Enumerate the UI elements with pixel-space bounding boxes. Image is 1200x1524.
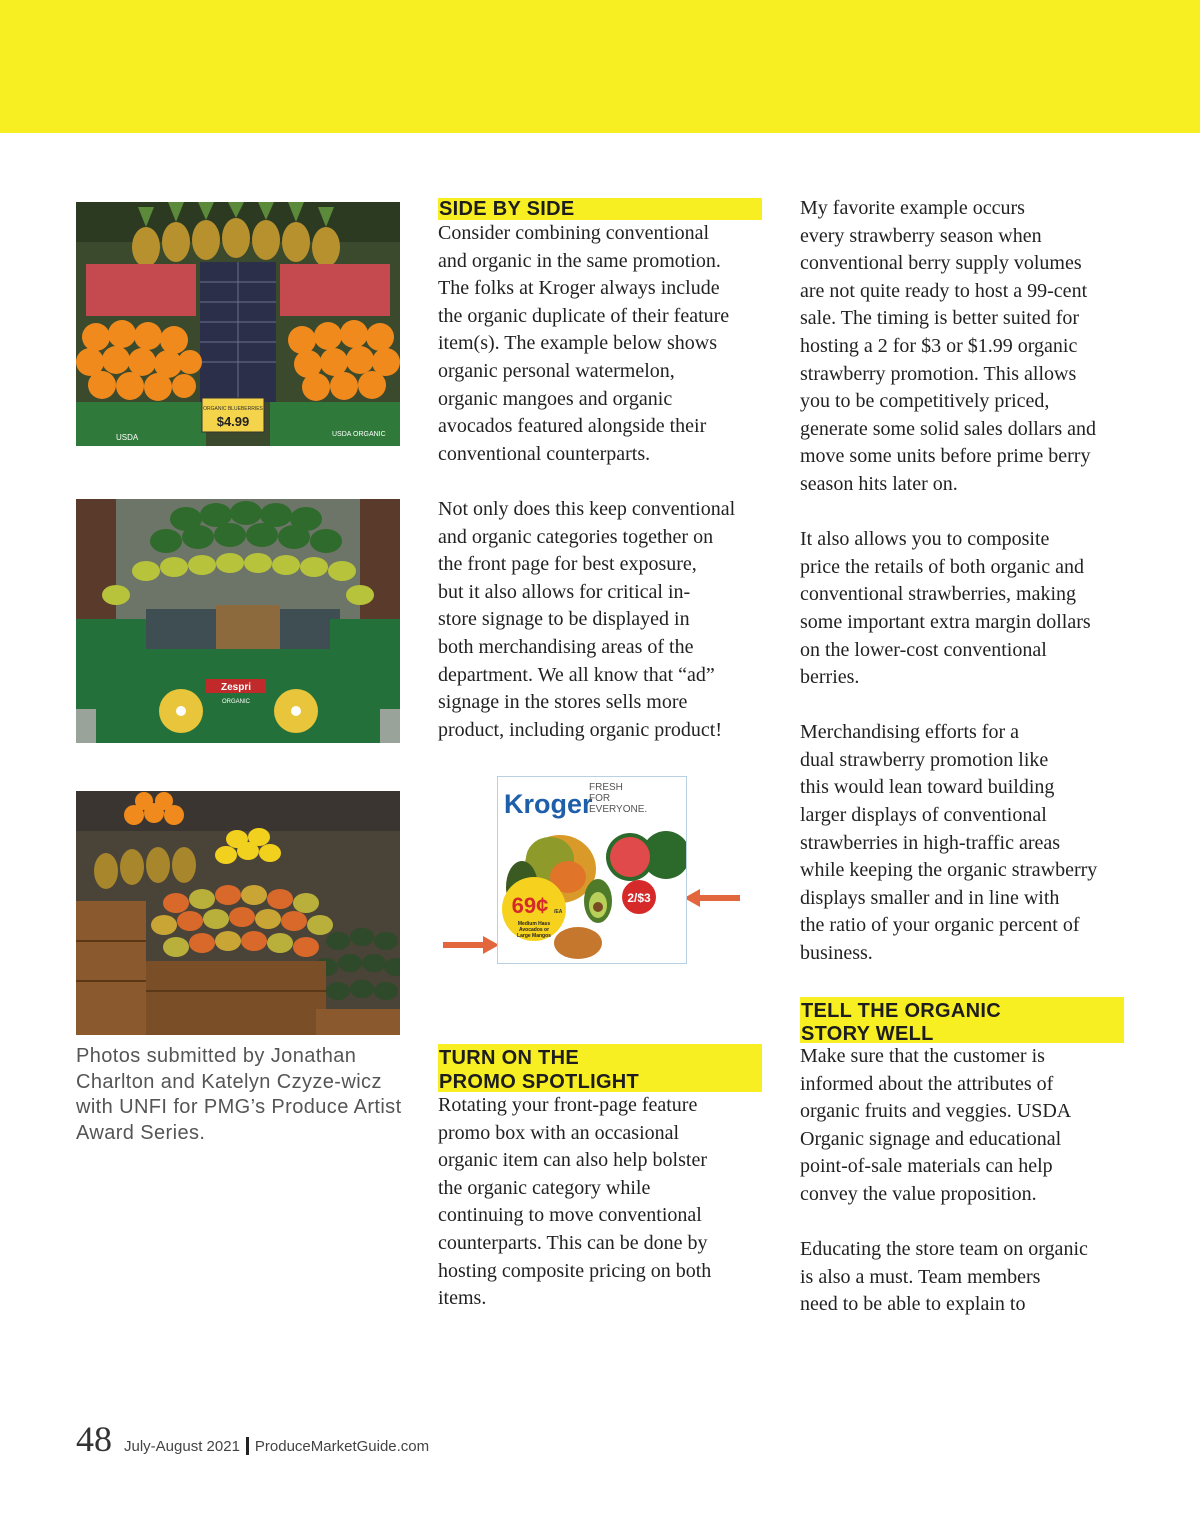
text-line: organic item can also help bolster: [438, 1149, 707, 1172]
heading-side-by-side: SIDE BY SIDE: [438, 198, 762, 220]
text-line: signage in the stores sells more: [438, 691, 688, 714]
text-line: Organic signage and educational: [800, 1127, 1062, 1150]
text-line: My favorite example occurs: [800, 197, 1025, 219]
kroger-logo: Kroger: [504, 789, 593, 819]
text-line: hosting a 2 for $3 or $1.99 organic: [800, 334, 1078, 357]
text-line: strawberries in high-traffic areas: [800, 831, 1061, 854]
text-line: season hits later on.: [800, 472, 958, 495]
bin-label-left: USDA: [116, 433, 139, 442]
column-3-lower: [800, 997, 1124, 1319]
text-line: both merchandising areas of the: [438, 635, 694, 658]
para-composite-price: [800, 526, 1130, 692]
text-line: strawberry promotion. This allows: [800, 362, 1077, 385]
text-line: this would lean toward building: [800, 776, 1055, 799]
text-line: you to be competitively priced,: [800, 390, 1050, 413]
column-3: [800, 195, 1130, 968]
text-line: move some units before prime berry: [800, 445, 1091, 468]
produce-display-photo-3: [76, 791, 400, 1035]
text-line: convey the value proposition.: [800, 1182, 1037, 1205]
issue-date: July-August 2021: [124, 1438, 240, 1455]
para-customer-informed: [800, 1043, 1124, 1209]
text-line: Merchandising efforts for a: [800, 721, 1020, 744]
text-line: and organic in the same promotion.: [438, 249, 721, 272]
price-sign-label: ORGANIC BLUEBERRIES: [203, 406, 263, 412]
para-merchandising: [800, 719, 1130, 967]
text-line: every strawberry season when: [800, 224, 1042, 247]
text-line: promo box with an occasional: [438, 1121, 680, 1144]
heading-tell-organic-story: [800, 997, 1124, 1043]
heading-line: STORY WELL: [801, 1023, 934, 1045]
column-2-lower: [438, 1044, 762, 1313]
text-line: organic mangoes and organic: [438, 387, 673, 410]
text-line: conventional strawberries, making: [800, 583, 1077, 606]
text-line: some important extra margin dollars: [800, 610, 1091, 633]
text-line: and organic categories together on: [438, 525, 714, 548]
text-line: Not only does this keep conventional: [438, 497, 736, 520]
page-footer: [76, 1418, 429, 1462]
produce-display-photo-2: [76, 499, 400, 743]
text-line: organic personal watermelon,: [438, 359, 675, 382]
text-line: price the retails of both organic and: [800, 555, 1084, 578]
text-line: Educating the store team on organic: [800, 1238, 1088, 1261]
kroger-ad-image: [497, 776, 687, 964]
ad-tagline-2: FOR: [589, 793, 611, 804]
text-line: product, including organic product!: [438, 718, 723, 741]
text-line: continuing to move conventional: [438, 1204, 702, 1227]
text-line: It also allows you to composite: [800, 528, 1050, 551]
ad-price-desc-1: Medium Hass: [517, 921, 551, 927]
bin-label-right: USDA ORGANIC: [332, 431, 386, 438]
heading-promo-spotlight: [438, 1044, 762, 1092]
ad-price-desc-3: Large Mangos: [517, 933, 551, 939]
ad-price-big: 69¢: [511, 893, 549, 918]
text-line: items.: [438, 1287, 487, 1310]
site-name: ProduceMarketGuide.com: [254, 1438, 430, 1455]
kiwi-bin-sub: ORGANIC: [221, 699, 251, 705]
text-line: berries.: [800, 666, 860, 689]
text-line: Rotating your front-page feature: [438, 1094, 698, 1116]
para-educating-team: [800, 1236, 1124, 1319]
heading-line: TURN ON THE: [439, 1047, 579, 1069]
text-line: the organic category while: [438, 1176, 651, 1199]
text-line: point-of-sale materials can help: [800, 1155, 1053, 1178]
produce-display-photo-1: [76, 202, 400, 446]
ad-price-desc-2: Avocados or: [518, 927, 550, 933]
text-line: dual strawberry promotion like: [800, 748, 1049, 771]
text-line: department. We all know that “ad”: [438, 663, 715, 686]
ad-arrow-left: [443, 936, 499, 954]
page-number: 48: [76, 1419, 112, 1459]
para-promo-spotlight: [438, 1092, 762, 1313]
text-line: the organic duplicate of their feature: [438, 304, 730, 327]
text-line: business.: [800, 942, 873, 965]
text-line: The folks at Kroger always include: [438, 277, 720, 300]
text-line: Consider combining conventional: [438, 222, 710, 244]
text-line: counterparts. This can be done by: [438, 1231, 708, 1254]
ad-price-unit: /EA: [554, 909, 563, 915]
text-line: displays smaller and in line with: [800, 886, 1060, 909]
footer-divider: [246, 1437, 249, 1455]
text-line: while keeping the organic strawberry: [800, 859, 1098, 882]
ad-tagline-3: EVERYONE.: [589, 804, 648, 815]
text-line: conventional counterparts.: [438, 442, 651, 465]
text-line: generate some solid sales dollars and: [800, 417, 1097, 440]
para-favorite-example: [800, 195, 1130, 499]
ad-tagline-1: FRESH: [589, 782, 623, 793]
text-line: sale. The timing is better suited for: [800, 307, 1080, 330]
text-line: is also a must. Team members: [800, 1265, 1041, 1288]
text-line: organic fruits and veggies. USDA: [800, 1100, 1072, 1123]
text-line: conventional berry supply volumes: [800, 252, 1082, 275]
heading-line: TELL THE ORGANIC: [801, 1000, 1001, 1022]
text-line: item(s). The example below shows: [438, 332, 718, 355]
text-line: the ratio of your organic percent of: [800, 914, 1080, 937]
text-line: larger displays of conventional: [800, 804, 1047, 827]
text-line: but it also allows for critical in-: [438, 580, 691, 603]
para-exposure: [438, 496, 762, 744]
photo-caption: Photos submitted by Jonathan Charlton and Katelyn Czyze-wicz with UNFI for PMG’s Produce Artist Award Series.: [76, 1045, 402, 1144]
text-line: hosting composite pricing on both: [438, 1259, 712, 1282]
ad-promo-price: 2/$3: [627, 891, 651, 905]
ad-arrow-right: [684, 889, 740, 907]
column-2: [438, 198, 762, 744]
top-yellow-band: [0, 0, 1200, 133]
text-line: the front page for best exposure,: [438, 553, 697, 576]
price-sign-value: $4.99: [216, 414, 250, 429]
text-line: Make sure that the customer is: [800, 1045, 1045, 1067]
text-line: are not quite ready to host a 99-cent: [800, 279, 1088, 302]
kiwi-bin-brand: Zespri: [220, 682, 252, 693]
text-line: need to be able to explain to: [800, 1293, 1026, 1316]
text-line: informed about the attributes of: [800, 1072, 1054, 1095]
text-line: avocados featured alongside their: [438, 415, 707, 438]
text-line: store signage to be displayed in: [438, 608, 690, 631]
text-line: on the lower-cost conventional: [800, 638, 1047, 661]
heading-line: PROMO SPOTLIGHT: [439, 1071, 640, 1093]
para-side-by-side: [438, 220, 762, 468]
